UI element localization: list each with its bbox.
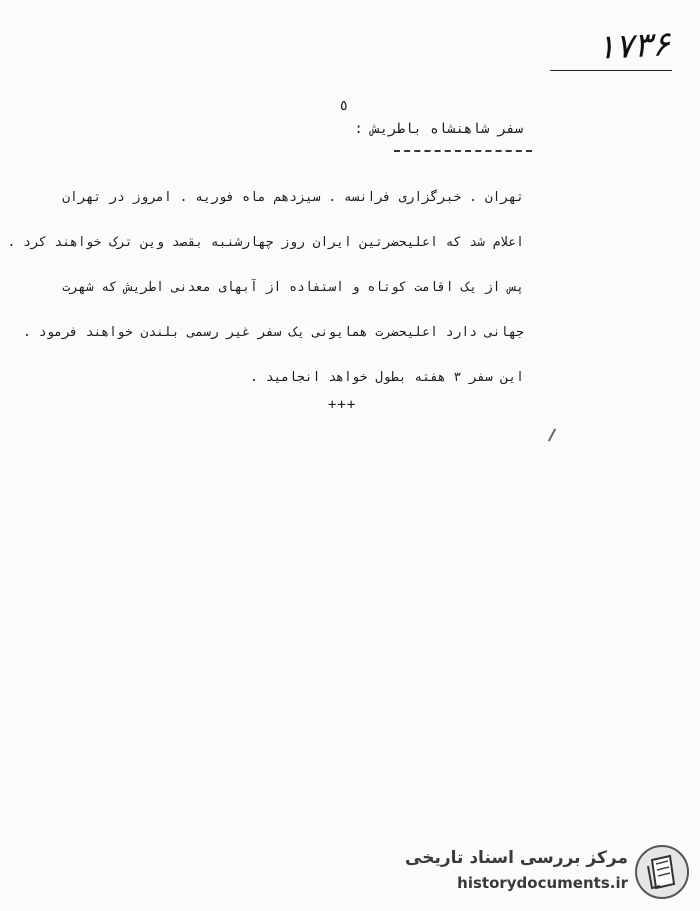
stray-pen-mark bbox=[548, 428, 556, 441]
body-line: جهانی دارد اعلیحضرت همایونی یک سفر غیر رسمی بلندن خواهند فرمود . bbox=[23, 325, 524, 340]
body-line: تهران . خبرگزاری فرانسه . سیزدهم ماه فوریه . امروز در تهران bbox=[62, 190, 524, 205]
document-number: ۱۷۳۶ bbox=[595, 24, 671, 68]
body-line: این سفر ۳ هفته بطول خواهد انجامید . bbox=[250, 370, 524, 385]
page-number: ٥ bbox=[340, 98, 348, 114]
archive-logo-icon bbox=[634, 844, 690, 900]
body-line: پس از یک اقامت کوتاه و استفاده از آبهای معدنی اطریش که شهرت bbox=[62, 280, 524, 295]
body-line: اعلام شد که اعلیحضرتین ایران روز چهارشنبه بقصد وین ترک خواهند کرد . bbox=[7, 235, 524, 250]
watermark-url: historydocuments.ir bbox=[457, 874, 628, 892]
heading-underline bbox=[394, 150, 532, 152]
archive-watermark bbox=[396, 838, 696, 904]
end-mark: +++ bbox=[328, 397, 357, 413]
watermark-title: مرکز بررسی اسناد تاریخی bbox=[405, 848, 628, 868]
document-number-underline bbox=[550, 70, 672, 71]
document-heading: سفر شاهنشاه باطریش : bbox=[354, 121, 523, 137]
document-body bbox=[7, 180, 524, 405]
